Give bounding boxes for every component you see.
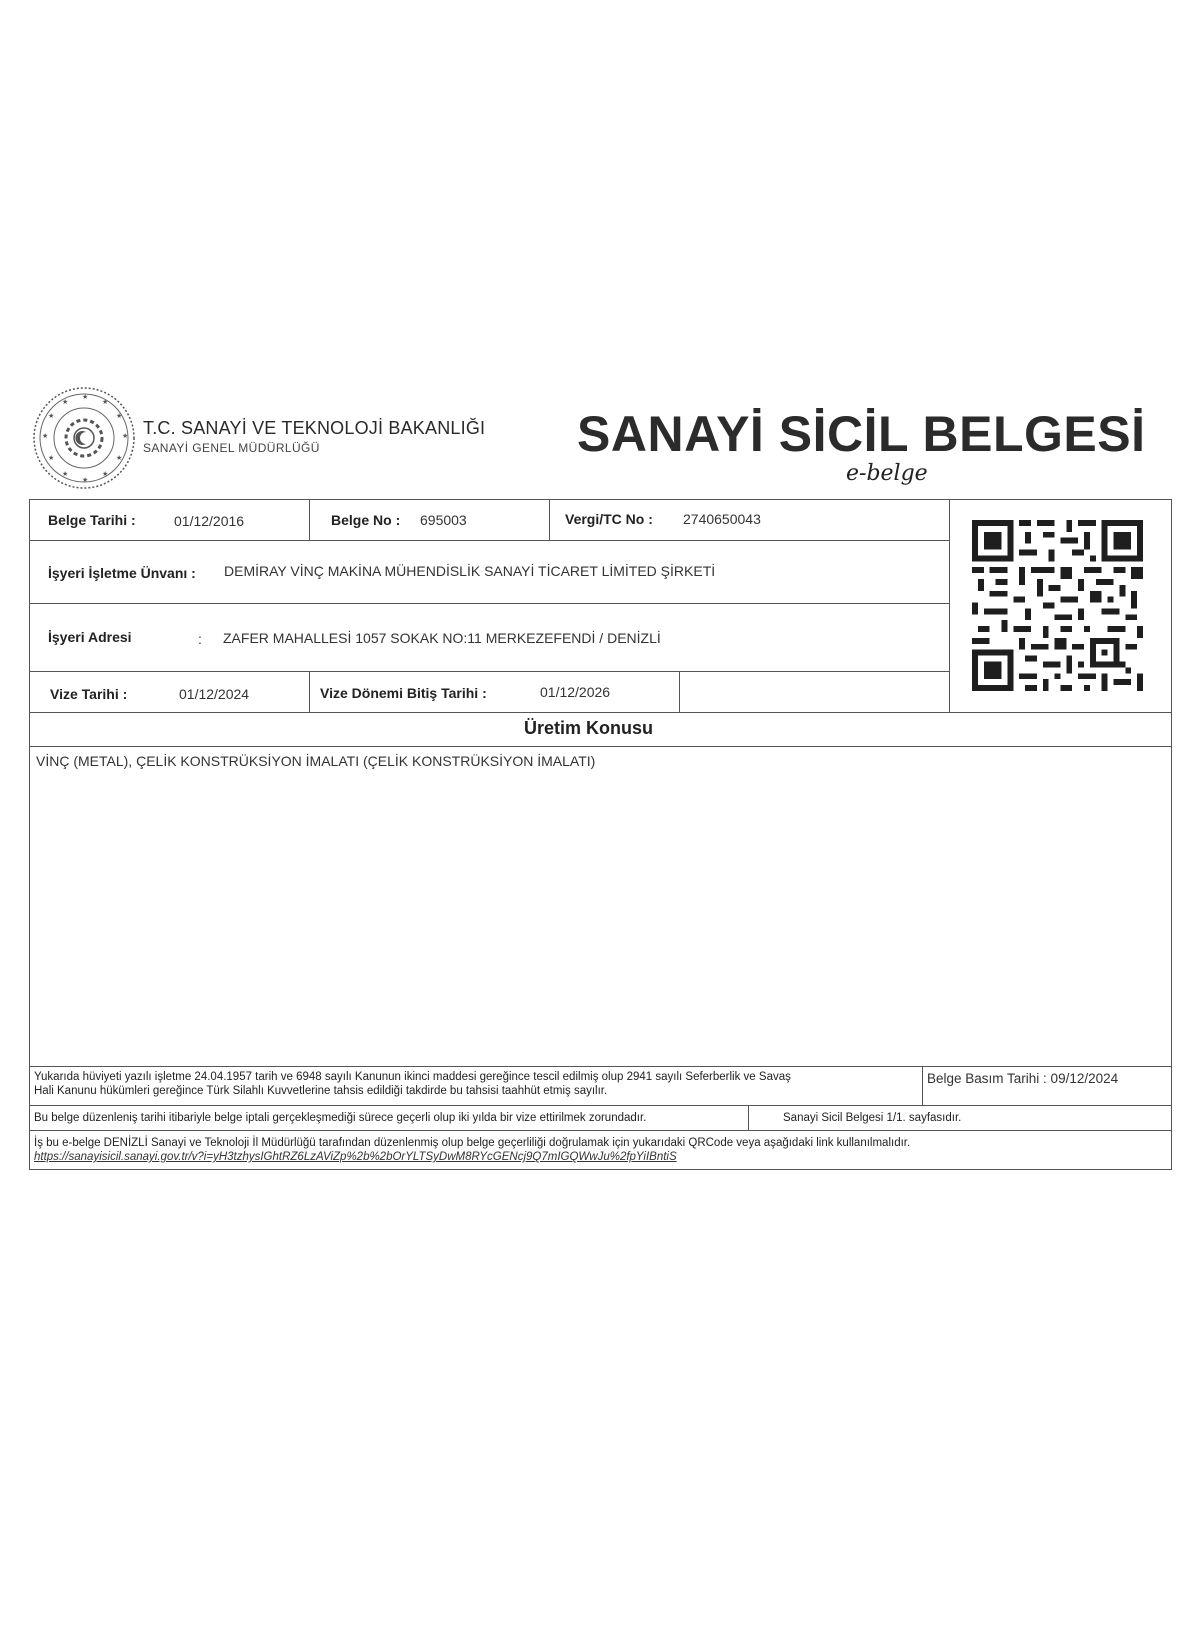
divider — [29, 712, 1172, 713]
divider — [748, 1105, 749, 1130]
verify-text: İş bu e-belge DENİZLİ Sanayi ve Teknoloji İl Müdürlüğü tarafından düzenlenmiş olup belge geçerliliği doğrulamak için yukarıdaki QRCode veya aşağıdaki link kullanılmalıdır. — [34, 1137, 911, 1149]
divider — [949, 499, 950, 712]
ministry-name: T.C. SANAYİ VE TEKNOLOJİ BAKANLIĞI — [143, 418, 486, 438]
vize-tarihi-value: 01/12/2024 — [179, 686, 250, 702]
qr-code-icon — [972, 520, 1143, 691]
divider — [29, 746, 1172, 747]
divider — [29, 1130, 1172, 1131]
ministry-sub-unit: SANAYİ GENEL MÜDÜRLÜĞÜ — [143, 441, 320, 455]
divider — [29, 603, 949, 604]
divider — [679, 671, 680, 712]
svg-text:★: ★ — [48, 412, 55, 420]
svg-text:★: ★ — [116, 454, 123, 462]
divider — [549, 499, 550, 540]
vergi-label: Vergi/TC No : — [565, 511, 653, 527]
ministry-seal-icon — [32, 386, 136, 490]
notice-line-2: Hali Kanunu hükümleri gereğince Türk Silahlı Kuvvetlerine tahsis edildiği takdirde bu tahsisi taahhüt etmiş sayılır. — [34, 1085, 608, 1097]
svg-text:★: ★ — [62, 470, 69, 478]
vize-tarihi-label: Vize Tarihi : — [50, 686, 128, 702]
uretim-konusu-heading: Üretim Konusu — [524, 718, 654, 738]
svg-text:★: ★ — [102, 398, 109, 406]
belge-no-label: Belge No : — [331, 512, 401, 528]
divider — [29, 540, 949, 541]
svg-text:★: ★ — [42, 432, 49, 440]
page-info: Sanayi Sicil Belgesi 1/1. sayfasıdır. — [783, 1112, 962, 1124]
svg-text:★: ★ — [102, 470, 109, 478]
svg-text:★: ★ — [48, 454, 55, 462]
divider — [922, 1066, 923, 1105]
divider — [29, 1066, 1172, 1067]
unvan-value: DEMİRAY VİNÇ MAKİNA MÜHENDİSLİK SANAYİ TİCARET LİMİTED ŞİRKETİ — [224, 563, 716, 579]
divider — [29, 1105, 1172, 1106]
divider — [309, 671, 310, 712]
adres-colon: : — [198, 631, 202, 647]
belge-tarihi-value: 01/12/2016 — [174, 513, 245, 529]
belge-no-value: 695003 — [420, 512, 467, 528]
basim-tarihi: Belge Basım Tarihi : 09/12/2024 — [927, 1071, 1119, 1086]
divider — [29, 671, 949, 672]
adres-label: İşyeri Adresi — [48, 629, 132, 645]
svg-text:★: ★ — [62, 398, 69, 406]
adres-value: ZAFER MAHALLESİ 1057 SOKAK NO:11 MERKEZEFENDİ / DENİZLİ — [223, 630, 661, 646]
validity-note: Bu belge düzenleniş tarihi itibariyle belge iptali gerçekleşmediği sürece geçerli olup iki yılda bir vize ettirilmek zorundadır. — [34, 1112, 647, 1124]
vize-bitis-value: 01/12/2026 — [540, 684, 611, 700]
svg-text:★: ★ — [82, 393, 89, 401]
document-subtitle: e-belge — [846, 461, 928, 486]
document-title: SANAYİ SİCİL BELGESİ — [577, 406, 1146, 462]
svg-text:★: ★ — [82, 476, 89, 484]
unvan-label: İşyeri İşletme Ünvanı : — [48, 565, 196, 581]
vize-bitis-label: Vize Dönemi Bitiş Tarihi : — [320, 685, 487, 701]
svg-text:★: ★ — [122, 432, 129, 440]
verify-link[interactable]: https://sanayisicil.sanayi.gov.tr/v?i=yH3tzhysIGhtRZ6LzAViZp%2b%2bOrYLTSyDwM8RYcGENcj9Q7mIGQWwJu%2fpYiIBntiS — [34, 1151, 677, 1163]
uretim-konusu-content: VİNÇ (METAL), ÇELİK KONSTRÜKSİYON İMALATI (ÇELİK KONSTRÜKSİYON İMALATI) — [36, 753, 596, 769]
svg-text:★: ★ — [116, 412, 123, 420]
divider — [309, 499, 310, 540]
notice-line-1: Yukarıda hüviyeti yazılı işletme 24.04.1957 tarih ve 6948 sayılı Kanunun ikinci maddesi gereğince tescil edilmiş olup 2941 sayılı Seferberlik ve Savaş — [34, 1071, 791, 1083]
belge-tarihi-label: Belge Tarihi : — [48, 512, 136, 528]
vergi-value: 2740650043 — [683, 511, 761, 527]
